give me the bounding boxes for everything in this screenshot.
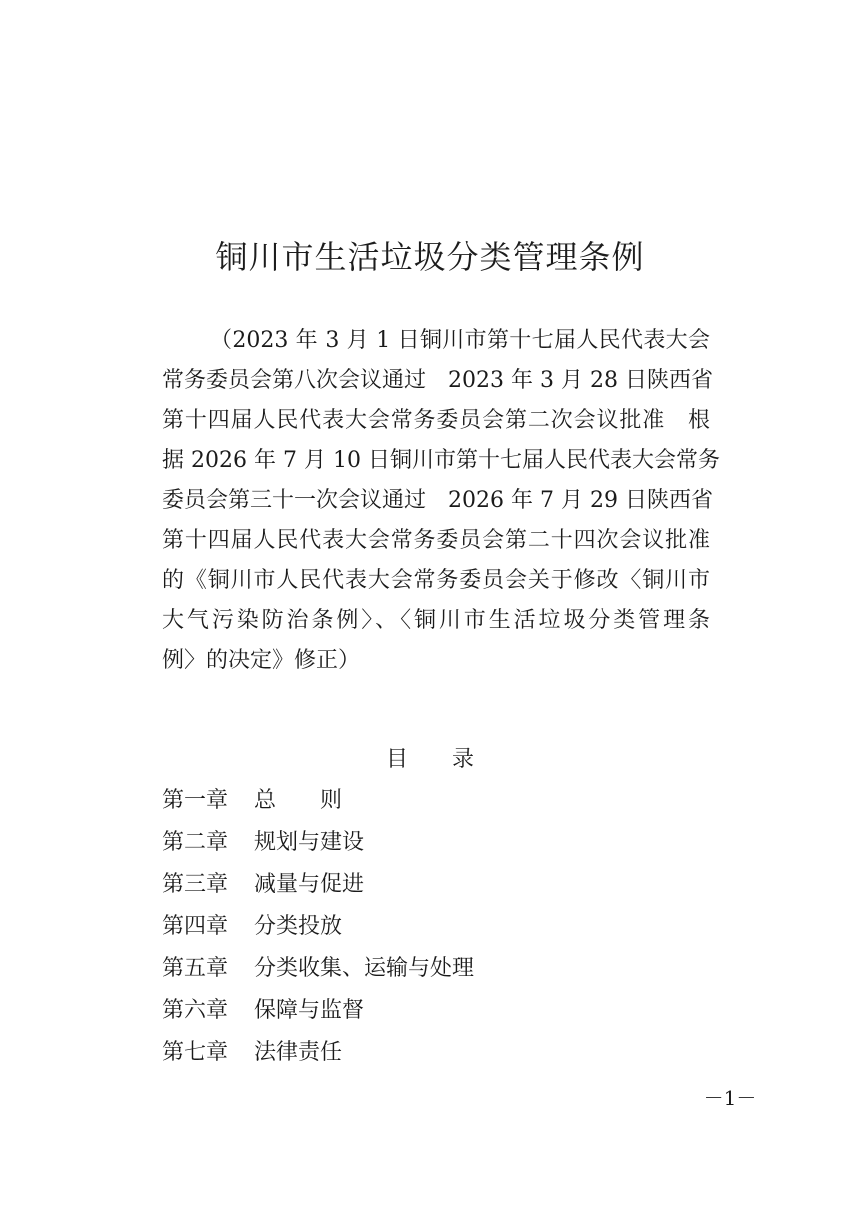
toc-chapter-name: 分类收集、运输与处理	[254, 956, 475, 981]
adoption-note-line: 第十四届人民代表大会常务委员会第二次会议批准 根	[162, 408, 710, 433]
toc-chapter-number: 第一章	[162, 788, 229, 813]
toc-chapter-name: 分类投放	[254, 914, 343, 939]
adoption-note	[162, 321, 720, 681]
adoption-note-line: （2023 年 3 月 1 日铜川市第十七届人民代表大会	[210, 328, 710, 353]
page-number: －1－	[703, 1086, 757, 1110]
toc-chapter-name: 减量与促进	[254, 872, 365, 897]
toc-chapter-number: 第二章	[162, 830, 229, 855]
adoption-note-line: 常务委员会第八次会议通过 2023 年 3 月 28 日陕西省	[162, 368, 713, 393]
toc-chapter-number: 第七章	[162, 1040, 229, 1065]
adoption-note-line: 大气污染防治条例〉、〈铜川市生活垃圾分类管理条	[162, 608, 710, 633]
toc-chapter-name: 规划与建设	[254, 830, 365, 855]
toc-item	[162, 906, 722, 948]
toc-heading-char: 录	[452, 747, 475, 772]
adoption-note-line: 的《铜川市人民代表大会常务委员会关于修改〈铜川市	[162, 568, 710, 593]
toc-item	[162, 948, 722, 990]
toc-item	[162, 780, 722, 822]
toc-heading-char: 目	[385, 747, 408, 772]
toc-chapter-name: 保障与监督	[254, 998, 365, 1023]
table-of-contents-heading	[0, 740, 860, 780]
toc-chapter-name: 法律责任	[254, 1040, 343, 1065]
toc-chapter-name: 总 则	[254, 788, 343, 813]
regulation-title: 铜川市生活垃圾分类管理条例	[215, 238, 645, 276]
adoption-note-line: 例〉的决定》修正）	[162, 648, 361, 673]
toc-item	[162, 990, 722, 1032]
table-of-contents	[162, 780, 722, 1074]
toc-chapter-number: 第三章	[162, 872, 229, 897]
adoption-note-line: 第十四届人民代表大会常务委员会第二十四次会议批准	[162, 528, 710, 553]
toc-chapter-number: 第四章	[162, 914, 229, 939]
toc-item	[162, 1032, 722, 1074]
toc-item	[162, 864, 722, 906]
toc-chapter-number: 第五章	[162, 956, 229, 981]
toc-chapter-number: 第六章	[162, 998, 229, 1023]
toc-item	[162, 822, 722, 864]
adoption-note-line: 委员会第三十一次会议通过 2026 年 7 月 29 日陕西省	[162, 488, 713, 513]
adoption-note-line: 据 2026 年 7 月 10 日铜川市第十七届人民代表大会常务	[162, 448, 720, 473]
